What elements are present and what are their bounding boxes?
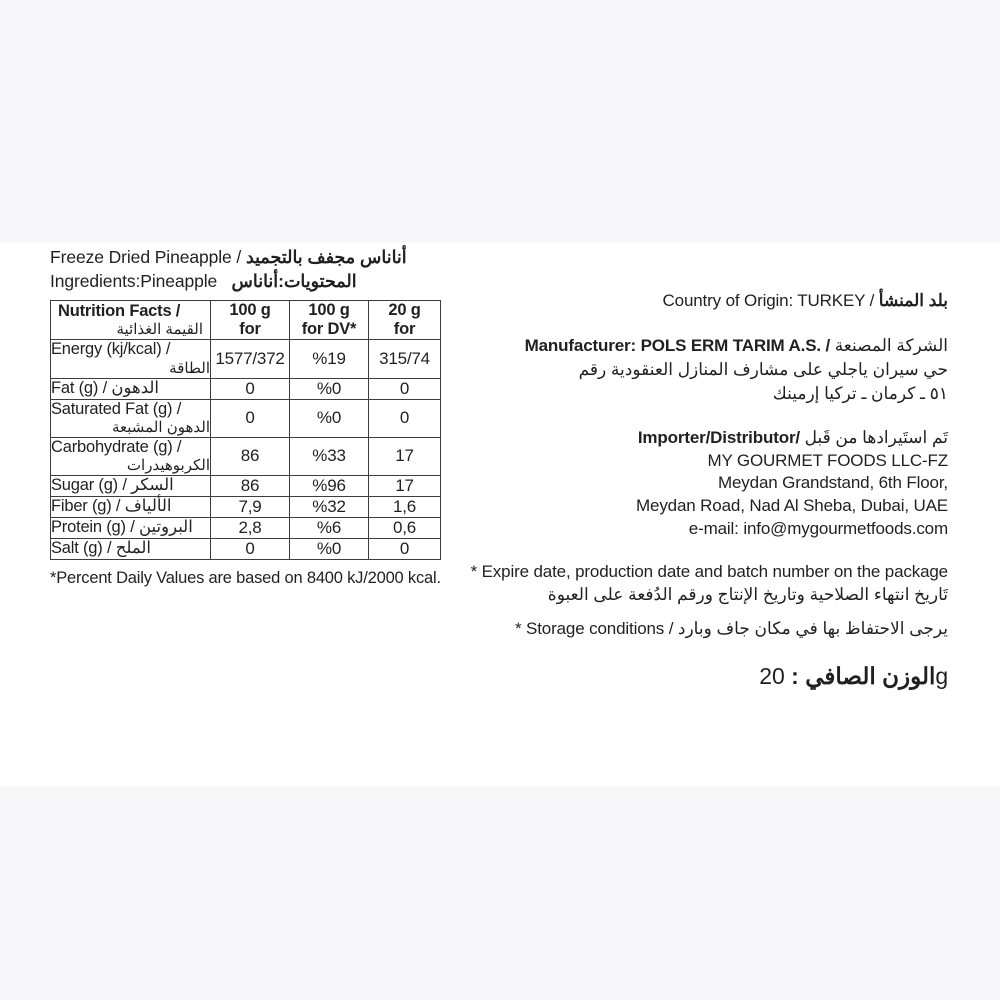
spacer-importer bbox=[448, 541, 948, 561]
header-cell-100g bbox=[211, 301, 290, 340]
storage-note-en: * Storage conditions / bbox=[515, 619, 674, 639]
ingredients-ar: المحتويات:أناناس bbox=[231, 271, 357, 292]
storage-note-ar: يرجى الاحتفاظ بها في مكان جاف وبارد bbox=[677, 619, 948, 639]
row-label-cell bbox=[51, 517, 211, 538]
row-value-100g: 0 bbox=[211, 378, 290, 399]
row-label-ar: السكر bbox=[131, 476, 174, 495]
row-value-20g: 0 bbox=[369, 538, 441, 559]
header-20g-line1: 20 g bbox=[388, 301, 421, 320]
header-100g-line1: 100 g bbox=[229, 301, 271, 320]
row-value-100g: 1577/372 bbox=[211, 340, 290, 378]
spacer-origin bbox=[448, 313, 948, 335]
net-weight-ar: الوزن الصافي : bbox=[791, 662, 936, 689]
header-dv-line1: 100 g bbox=[308, 301, 350, 320]
notes-block bbox=[448, 561, 948, 641]
header-dv-line2: for DV* bbox=[301, 320, 357, 339]
row-value-100g: 86 bbox=[211, 437, 290, 475]
product-name-ar: أناناس مجفف بالتجميد bbox=[245, 247, 407, 267]
manufacturer-en: Manufacturer: POLS ERM TARIM A.S. / bbox=[524, 335, 831, 355]
row-value-100g: 86 bbox=[211, 475, 290, 496]
importer-en: Importer/Distributor/ bbox=[637, 427, 800, 447]
product-name-line bbox=[50, 246, 450, 269]
row-label-ar: الدهون bbox=[111, 378, 159, 397]
storage-note-line bbox=[448, 618, 948, 641]
row-value-20g: 1,6 bbox=[369, 496, 441, 517]
expiry-note-ar: تَاريخ انتهاء الصلاحية وتاريخ الإنتاج ورقم الدُفعة على العبوة bbox=[547, 585, 948, 605]
manufacturer-line bbox=[448, 335, 948, 358]
manufacturer-block bbox=[448, 335, 948, 407]
row-value-dv: %0 bbox=[290, 378, 369, 399]
row-value-20g: 17 bbox=[369, 437, 441, 475]
table-row bbox=[51, 399, 441, 437]
row-label-cell bbox=[51, 340, 211, 378]
row-value-20g: 315/74 bbox=[369, 340, 441, 378]
row-label-en: Fat (g) / bbox=[51, 378, 107, 397]
table-row bbox=[51, 475, 441, 496]
product-name-separator: / bbox=[236, 247, 242, 267]
row-label-en: Salt (g) / bbox=[51, 539, 112, 558]
row-value-dv: %6 bbox=[290, 517, 369, 538]
origin-block bbox=[448, 290, 948, 313]
nutrition-label-panel bbox=[0, 242, 1000, 786]
row-value-20g: 0 bbox=[369, 399, 441, 437]
manufacturer-address-ar-1: حي سيران ياجلي على مشارف المنازل العنقودية رقم bbox=[578, 359, 948, 379]
origin-line bbox=[448, 290, 948, 313]
nutrition-facts-table bbox=[50, 300, 441, 560]
row-label-ar: البروتين bbox=[139, 518, 193, 537]
row-label-cell bbox=[51, 378, 211, 399]
importer-company: MY GOURMET FOODS LLC-FZ bbox=[707, 450, 948, 470]
row-label-en: Energy (kj/kcal) / bbox=[51, 340, 171, 359]
row-label-ar: الملح bbox=[115, 539, 152, 558]
row-label-en: Fiber (g) / bbox=[51, 497, 121, 516]
header-label-en: Nutrition Facts / bbox=[58, 302, 181, 321]
header-100g-line2: for bbox=[239, 320, 261, 339]
row-label-cell bbox=[51, 496, 211, 517]
row-value-dv: %32 bbox=[290, 496, 369, 517]
importer-address-2: Meydan Road, Nad Al Sheba, Dubai, UAE bbox=[636, 496, 948, 516]
header-cell-label bbox=[51, 301, 211, 340]
row-value-dv: %0 bbox=[290, 538, 369, 559]
row-label-en: Sugar (g) / bbox=[51, 476, 127, 495]
row-label-cell bbox=[51, 538, 211, 559]
row-label-en: Carbohydrate (g) / bbox=[51, 437, 182, 456]
importer-block bbox=[448, 427, 948, 541]
table-row bbox=[51, 538, 441, 559]
spacer-manufacturer bbox=[448, 407, 948, 427]
row-label-ar: الطاقة bbox=[169, 359, 210, 377]
table-row bbox=[51, 496, 441, 517]
row-value-100g: 0 bbox=[211, 399, 290, 437]
expiry-note-en: * Expire date, production date and batch number on the package bbox=[470, 561, 948, 581]
manufacturer-address-ar-2: ٥١ ـ كرمان ـ تركيا إرمينك bbox=[772, 384, 948, 404]
importer-email: e-mail: info@mygourmetfoods.com bbox=[688, 518, 948, 538]
row-label-ar: الألياف bbox=[124, 497, 172, 516]
right-column bbox=[448, 290, 948, 690]
spacer-notes bbox=[448, 608, 948, 618]
origin-en: Country of Origin: TURKEY / bbox=[662, 291, 875, 310]
row-value-20g: 17 bbox=[369, 475, 441, 496]
table-row bbox=[51, 437, 441, 475]
ingredients-en: Ingredients:Pineapple bbox=[50, 271, 218, 292]
header-cell-dv bbox=[290, 301, 369, 340]
table-row bbox=[51, 517, 441, 538]
row-label-cell bbox=[51, 437, 211, 475]
product-name-en: Freeze Dried Pineapple bbox=[50, 247, 232, 267]
table-row bbox=[51, 340, 441, 378]
importer-line bbox=[448, 427, 948, 450]
table-row bbox=[51, 378, 441, 399]
net-weight-line bbox=[448, 663, 948, 690]
left-column bbox=[50, 246, 450, 588]
row-value-dv: %19 bbox=[290, 340, 369, 378]
row-label-ar: الكربوهيدرات bbox=[126, 457, 210, 475]
row-value-20g: 0 bbox=[369, 378, 441, 399]
row-value-100g: 2,8 bbox=[211, 517, 290, 538]
row-value-dv: %0 bbox=[290, 399, 369, 437]
row-label-cell bbox=[51, 475, 211, 496]
header-20g-line2: for bbox=[393, 320, 416, 339]
row-value-dv: %33 bbox=[290, 437, 369, 475]
table-header-row bbox=[51, 301, 441, 340]
manufacturer-ar-label: الشركة المصنعة bbox=[834, 335, 948, 355]
row-label-cell bbox=[51, 399, 211, 437]
row-label-en: Protein (g) / bbox=[51, 518, 135, 537]
row-label-en: Saturated Fat (g) / bbox=[51, 399, 182, 418]
header-cell-20g bbox=[369, 301, 441, 340]
origin-ar: بلد المنشأ bbox=[878, 291, 948, 310]
daily-value-footnote: *Percent Daily Values are based on 8400 kJ/2000 kcal. bbox=[50, 568, 441, 587]
ingredients-line bbox=[50, 270, 450, 293]
row-value-dv: %96 bbox=[290, 475, 369, 496]
row-value-100g: 0 bbox=[211, 538, 290, 559]
importer-address-1: Meydan Grandstand, 6th Floor, bbox=[717, 473, 948, 493]
row-value-100g: 7,9 bbox=[211, 496, 290, 517]
net-weight-value: 20g bbox=[759, 662, 948, 689]
row-value-20g: 0,6 bbox=[369, 517, 441, 538]
importer-ar: تَم استَيرادها من قَبل bbox=[804, 427, 948, 447]
header-label-ar: القيمة الغذائية bbox=[116, 321, 203, 339]
row-label-ar: الدهون المشبعة bbox=[111, 419, 210, 437]
